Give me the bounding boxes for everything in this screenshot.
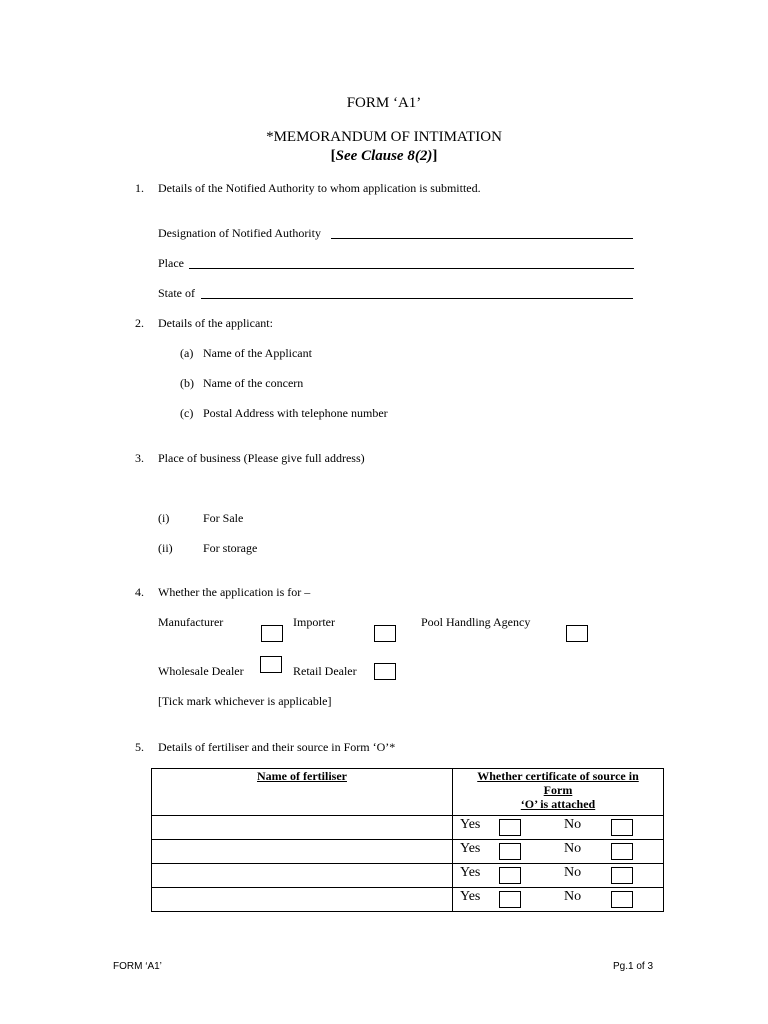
yes-label: Yes — [460, 865, 481, 880]
postal-address-label: Postal Address with telephone number — [203, 406, 388, 420]
certificate-header-line-1: Whether certificate of source in — [477, 769, 639, 783]
table-row — [152, 816, 664, 840]
retail-dealer-checkbox[interactable] — [374, 663, 396, 680]
clause-open-bracket: [ — [330, 148, 336, 164]
certificate-cell — [453, 816, 664, 840]
yes-label: Yes — [460, 817, 481, 832]
manufacturer-checkbox[interactable] — [261, 625, 283, 642]
yes-checkbox[interactable] — [499, 843, 521, 860]
applicant-item-c-marker: (c) — [180, 406, 194, 420]
designation-field[interactable] — [331, 238, 633, 239]
section-3-number: 3. — [135, 451, 144, 465]
fertiliser-name-cell[interactable] — [152, 888, 453, 912]
place-label: Place — [158, 256, 184, 270]
certificate-cell — [453, 888, 664, 912]
business-item-ii-marker: (ii) — [158, 541, 173, 555]
section-4-number: 4. — [135, 585, 144, 599]
section-5-heading: Details of fertiliser and their source in Form ‘O’* — [158, 740, 396, 754]
form-title: FORM ‘A1’ — [346, 95, 422, 111]
designation-label: Designation of Notified Authority — [158, 226, 321, 240]
section-3-heading: Place of business (Please give full address) — [158, 451, 365, 465]
memorandum-title: *MEMORANDUM OF INTIMATION — [266, 129, 502, 145]
yes-checkbox[interactable] — [499, 867, 521, 884]
yes-label: Yes — [460, 841, 481, 856]
pool-handling-agency-checkbox[interactable] — [566, 625, 588, 642]
section-1-number: 1. — [135, 181, 144, 195]
applicant-name-label: Name of the Applicant — [203, 346, 312, 360]
no-label: No — [564, 841, 582, 856]
importer-label: Importer — [293, 615, 335, 629]
for-sale-label: For Sale — [203, 511, 244, 525]
state-label: State of — [158, 286, 195, 300]
section-2-heading: Details of the applicant: — [158, 316, 273, 330]
no-checkbox[interactable] — [611, 819, 633, 836]
wholesale-dealer-checkbox[interactable] — [260, 656, 282, 673]
retail-dealer-label: Retail Dealer — [293, 664, 357, 678]
no-label: No — [564, 865, 582, 880]
yes-checkbox[interactable] — [499, 891, 521, 908]
place-field[interactable] — [189, 268, 634, 269]
fertiliser-name-header: Name of fertiliser — [152, 769, 453, 816]
section-2-number: 2. — [135, 316, 144, 330]
table-row — [152, 888, 664, 912]
applicant-item-a-marker: (a) — [180, 346, 194, 360]
section-4-heading: Whether the application is for – — [158, 585, 311, 599]
certificate-header-line-3: ‘O’ is attached — [520, 797, 596, 811]
clause-text: See Clause 8(2) — [335, 148, 433, 164]
footer-page-number: Pg.1 of 3 — [613, 961, 654, 972]
certificate-cell — [453, 840, 664, 864]
table-row — [152, 840, 664, 864]
no-checkbox[interactable] — [611, 843, 633, 860]
footer-form-label: FORM ‘A1’ — [113, 961, 162, 972]
table-row — [152, 864, 664, 888]
applicant-item-b-marker: (b) — [180, 376, 194, 390]
state-field[interactable] — [201, 298, 633, 299]
certificate-attached-header — [453, 769, 664, 816]
importer-checkbox[interactable] — [374, 625, 396, 642]
fertiliser-name-cell[interactable] — [152, 816, 453, 840]
section-1-heading: Details of the Notified Authority to whom application is submitted. — [158, 181, 481, 195]
no-checkbox[interactable] — [611, 867, 633, 884]
fertiliser-name-cell[interactable] — [152, 864, 453, 888]
no-label: No — [564, 889, 582, 904]
fertiliser-table — [151, 768, 664, 912]
pool-handling-agency-label: Pool Handling Agency — [421, 615, 531, 629]
yes-checkbox[interactable] — [499, 819, 521, 836]
for-storage-label: For storage — [203, 541, 258, 555]
certificate-header-line-2: Form — [543, 783, 573, 797]
clause-reference — [0, 148, 768, 165]
section-5-number: 5. — [135, 740, 144, 754]
wholesale-dealer-label: Wholesale Dealer — [158, 664, 244, 678]
clause-close-bracket: ] — [432, 148, 438, 164]
concern-name-label: Name of the concern — [203, 376, 304, 390]
manufacturer-label: Manufacturer — [158, 615, 224, 629]
fertiliser-name-cell[interactable] — [152, 840, 453, 864]
yes-label: Yes — [460, 889, 481, 904]
business-item-i-marker: (i) — [158, 511, 170, 525]
certificate-cell — [453, 864, 664, 888]
tick-mark-note: [Tick mark whichever is applicable] — [158, 694, 332, 708]
no-checkbox[interactable] — [611, 891, 633, 908]
table-header-row — [152, 769, 664, 816]
no-label: No — [564, 817, 582, 832]
